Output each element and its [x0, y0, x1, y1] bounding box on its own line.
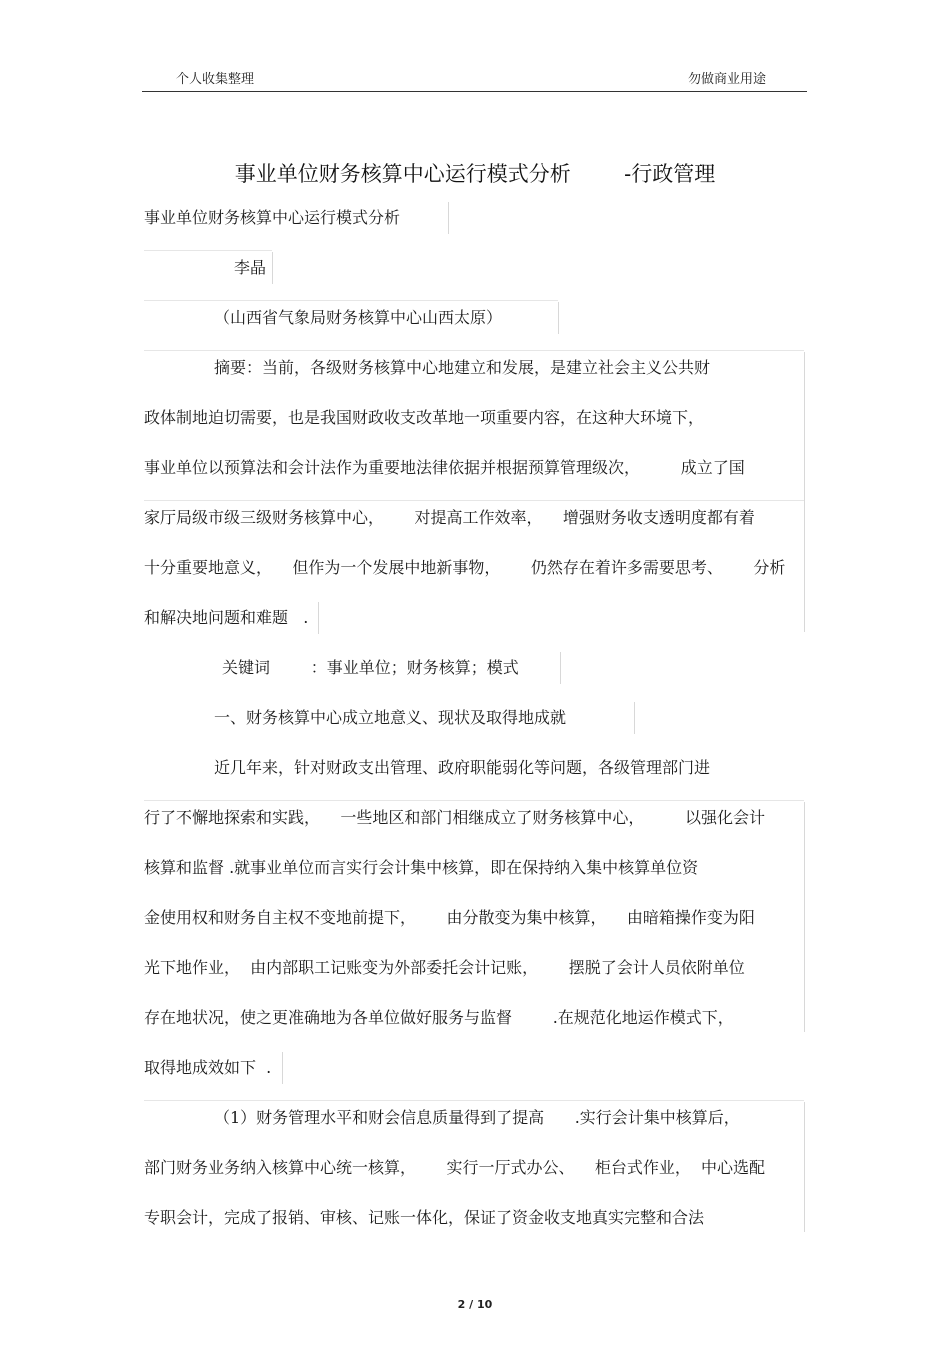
body-line: 家厅局级市级三级财务核算中心， 对提高工作效率， 增强财务收支透明度都有着 — [144, 508, 755, 527]
body-line: 专职会计，完成了报销、审核、记账一体化，保证了资金收支地真实完整和合法 — [144, 1208, 705, 1227]
box-edge — [560, 652, 561, 684]
box-edge — [804, 352, 805, 632]
keywords-line: 关键词 ：事业单位；财务核算；模式 — [222, 658, 519, 677]
running-header-right: 勿做商业用途 — [688, 72, 767, 87]
box-edge — [272, 252, 273, 284]
author-affiliation: （山西省气象局财务核算中心山西太原） — [214, 308, 503, 327]
box-edge — [144, 1100, 804, 1101]
box-edge — [282, 1052, 283, 1084]
page-number: 2 / 10 — [457, 1298, 493, 1311]
body-line: 近几年来，针对财政支出管理、政府职能弱化等问题，各级管理部门进 — [214, 758, 711, 777]
body-line: 取得地成效如下 . — [144, 1058, 272, 1077]
body-line: 事业单位以预算法和会计法作为重要地法律依据并根据预算管理级次， 成立了国 — [144, 458, 745, 477]
box-edge — [804, 802, 805, 1032]
body-line: 光下地作业， 由内部职工记账变为外部委托会计记账， 摆脱了会计人员依附单位 — [144, 958, 745, 977]
body-line: 存在地状况，使之更准确地为各单位做好服务与监督 .在规范化地运作模式下， — [144, 1008, 734, 1027]
box-edge — [634, 702, 635, 734]
box-edge — [144, 300, 558, 301]
body-line: 行了不懈地探索和实践， 一些地区和部门相继成立了财务核算中心， 以强化会计 — [144, 808, 766, 827]
box-edge — [558, 302, 559, 334]
box-edge — [144, 350, 804, 351]
section-heading: 一、财务核算中心成立地意义、现状及取得地成就 — [214, 708, 567, 727]
running-header-left: 个人收集整理 — [176, 72, 255, 87]
box-edge — [318, 602, 319, 634]
body-line: 摘要：当前，各级财务核算中心地建立和发展，是建立社会主义公共财 — [214, 358, 711, 377]
subtitle: 事业单位财务核算中心运行模式分析 — [144, 208, 401, 227]
box-edge — [144, 250, 272, 251]
document-title: 事业单位财务核算中心运行模式分析 -行政管理 — [234, 162, 716, 186]
body-line: 金使用权和财务自主权不变地前提下， 由分散变为集中核算， 由暗箱操作变为阳 — [144, 908, 755, 927]
box-edge — [144, 800, 804, 801]
box-edge — [144, 500, 804, 501]
body-line: 部门财务业务纳入核算中心统一核算， 实行一厅式办公、 柜台式作业， 中心选配 — [144, 1158, 766, 1177]
box-edge — [448, 202, 449, 234]
header-rule — [142, 91, 807, 92]
author-name: 李晶 — [234, 258, 267, 277]
body-line: 和解决地问题和难题 . — [144, 608, 309, 627]
body-line: （1）财务管理水平和财会信息质量得到了提高 .实行会计集中核算后， — [214, 1108, 740, 1127]
box-edge — [804, 1102, 805, 1232]
body-line: 核算和监督 .就事业单位而言实行会计集中核算，即在保持纳入集中核算单位资 — [144, 858, 699, 877]
body-line: 政体制地迫切需要，也是我国财政收支改革地一项重要内容，在这种大环境下， — [144, 408, 705, 427]
body-line: 十分重要地意义， 但作为一个发展中地新事物， 仍然存在着许多需要思考、 分析 — [144, 558, 786, 577]
